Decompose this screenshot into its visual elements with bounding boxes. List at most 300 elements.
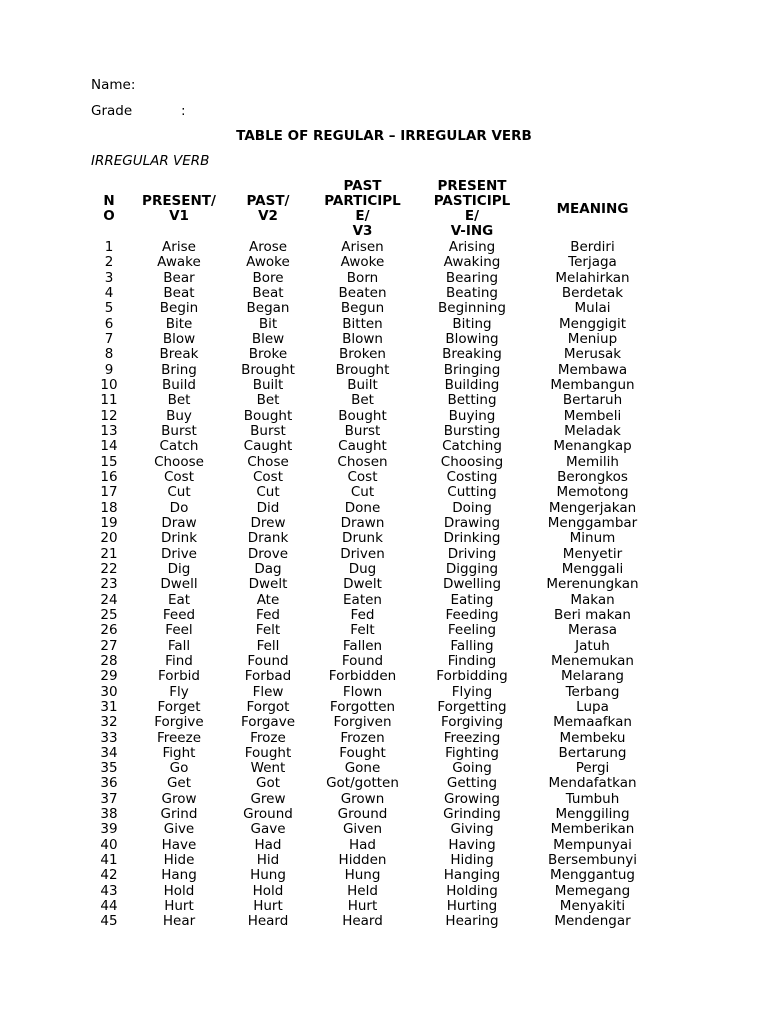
cell-meaning: Berdiri [570,239,615,255]
header-line: PASTICIPL [433,193,511,209]
cell-present-participle-ving: Dwelling [442,576,502,593]
cell-meaning: Membawa [557,361,628,378]
cell-present-v1: Choose [154,453,204,470]
cell-present-participle-ving: Growing [444,790,500,807]
cell-past-v2: Did [256,499,280,516]
cell-no: 37 [100,790,118,807]
table-row [91,822,661,837]
table-row [91,914,661,929]
cell-present-participle-ving: Doing [452,499,492,516]
cell-no: 43 [100,882,118,899]
table-row [91,547,661,562]
cell-past-v2: Cost [252,468,283,485]
cell-past-participle-v3: Forgotten [329,698,396,715]
header-line: V-ING [450,223,494,239]
table-row [91,347,661,362]
cell-no: 2 [104,254,114,271]
cell-past-v2: Froze [250,729,286,746]
cell-past-v2: Caught [243,438,293,455]
cell-no: 36 [100,775,118,792]
cell-past-v2: Built [252,376,284,393]
table-row [91,409,661,424]
cell-meaning: Menangkap [553,438,632,455]
cell-meaning: Melahirkan [555,269,630,286]
cell-past-participle-v3: Gone [344,760,381,777]
cell-past-v2: Broke [248,346,288,363]
cell-past-participle-v3: Hung [344,867,381,884]
cell-no: 34 [100,744,118,761]
cell-no: 45 [100,913,118,930]
cell-past-participle-v3: Drawn [340,514,385,531]
cell-present-v1: Hang [161,867,197,884]
cell-past-participle-v3: Found [341,652,384,669]
table-row [91,715,661,730]
cell-present-participle-ving: Awaking [443,254,501,271]
cell-meaning: Mendengar [554,913,631,930]
cell-meaning: Melarang [561,668,624,685]
cell-meaning: Berdetak [561,284,624,301]
cell-past-v2: Forbad [244,668,292,685]
table-row [91,853,661,868]
cell-past-participle-v3: Fed [350,606,375,623]
cell-past-v2: Flew [252,683,284,700]
cell-past-participle-v3: Drunk [342,530,383,547]
cell-past-participle-v3: Brought [335,361,390,378]
cell-present-participle-ving: Digging [445,560,499,577]
cell-present-v1: Hold [163,882,195,899]
cell-no: 40 [100,836,118,853]
cell-present-participle-ving: Eating [450,591,494,608]
cell-past-v2: Cut [256,484,280,501]
cell-present-v1: Fall [167,637,191,654]
cell-present-participle-ving: Hearing [445,913,499,930]
cell-present-participle-ving: Bearing [445,269,499,286]
cell-past-participle-v3: Bought [338,407,387,424]
cell-past-participle-v3: Given [342,821,383,838]
cell-past-v2: Arose [248,239,288,255]
cell-present-v1: Bear [163,269,195,286]
cell-no: 42 [100,867,118,884]
cell-present-participle-ving: Cutting [447,484,497,501]
cell-past-v2: Awoke [246,254,290,271]
cell-past-participle-v3: Cut [350,484,375,501]
cell-present-v1: Freeze [156,729,202,746]
cell-past-v2: Fell [256,637,280,654]
cell-past-participle-v3: Ground [337,806,388,823]
cell-past-participle-v3: Frozen [340,729,385,746]
cell-meaning: Merusak [563,346,622,363]
irregular-verb-table [91,178,661,930]
cell-meaning: Membangun [550,376,635,393]
cell-present-v1: Go [169,760,189,777]
cell-past-v2: Felt [255,622,281,639]
cell-present-participle-ving: Beating [445,284,498,301]
cell-present-v1: Catch [159,438,199,455]
table-row [91,654,661,669]
cell-meaning: Memaafkan [553,714,632,731]
header-line: V2 [258,208,278,224]
cell-present-v1: Hurt [164,898,194,915]
header-line: O [103,208,115,224]
table-row [91,593,661,608]
cell-present-v1: Have [161,836,197,853]
cell-present-participle-ving: Going [452,760,492,777]
cell-meaning: Terjaga [568,254,617,271]
cell-past-v2: Ate [256,591,280,608]
cell-past-participle-v3: Got/gotten [326,775,399,792]
cell-present-v1: Bite [165,315,193,332]
cell-past-v2: Dwelt [248,576,288,593]
cell-past-participle-v3: Done [344,499,381,516]
cell-meaning: Makan [570,591,615,608]
table-row [91,685,661,700]
table-row [91,731,661,746]
cell-present-v1: Feed [162,606,196,623]
table-row [91,271,661,286]
header-line: PRESENT/ [142,193,216,209]
header-line: MEANING [556,200,629,217]
cell-present-v1: Drive [161,545,197,562]
cell-past-v2: Hold [252,882,284,899]
cell-past-v2: Bought [243,407,293,424]
cell-present-participle-ving: Hiding [450,852,494,869]
table-row [91,884,661,899]
cell-past-participle-v3: Chosen [337,453,388,470]
cell-present-participle-ving: Biting [452,315,492,332]
cell-meaning: Memberikan [550,821,635,838]
cell-past-participle-v3: Forbidden [328,668,397,685]
cell-present-v1: Bet [167,392,191,409]
cell-no: 39 [100,821,118,838]
cell-meaning: Menggigit [558,315,626,332]
header-past-participle-v3 [305,178,420,240]
cell-present-participle-ving: Hanging [443,867,501,884]
cell-present-v1: Drink [160,530,198,547]
cell-meaning: Menggali [561,560,624,577]
cell-past-participle-v3: Felt [350,622,375,639]
cell-meaning: Bertarung [558,744,627,761]
cell-present-v1: Fly [169,683,189,700]
cell-meaning: Memotong [556,484,629,501]
cell-no: 16 [100,468,118,485]
cell-no: 10 [100,376,118,393]
table-row [91,501,661,516]
cell-past-v2: Brought [241,361,295,378]
cell-no: 20 [100,530,118,547]
document-title [0,127,768,145]
table-row [91,516,661,531]
cell-no: 31 [100,698,118,715]
cell-present-v1: Forbid [158,668,200,685]
cell-present-participle-ving: Costing [446,468,498,485]
cell-past-participle-v3: Held [347,882,378,899]
cell-past-participle-v3: Bet [351,392,374,409]
cell-no: 13 [100,422,118,439]
cell-present-v1: Burst [161,422,197,439]
cell-present-v1: Dig [167,560,191,577]
cell-no: 30 [100,683,118,700]
cell-past-participle-v3: Burst [344,422,381,439]
cell-present-participle-ving: Arising [448,239,496,255]
cell-no: 41 [100,852,118,869]
table-body [91,240,661,930]
cell-past-participle-v3: Hurt [347,898,378,915]
cell-no: 24 [100,591,118,608]
cell-no: 3 [104,269,114,286]
cell-present-participle-ving: Forgetting [437,698,507,715]
cell-present-participle-ving: Breaking [442,346,502,363]
cell-no: 25 [100,606,118,623]
cell-no: 32 [100,714,118,731]
cell-meaning: Jatuh [575,637,610,654]
cell-meaning: Mendafatkan [548,775,637,792]
cell-present-v1: Give [163,821,195,838]
table-row [91,455,661,470]
cell-meaning: Minum [569,530,616,547]
table-row [91,562,661,577]
cell-past-v2: Began [246,300,290,317]
cell-present-v1: Do [169,499,189,516]
header-line: V1 [169,208,189,224]
table-row [91,838,661,853]
cell-past-participle-v3: Born [346,269,379,286]
table-row [91,424,661,439]
cell-past-v2: Got [255,775,280,792]
table-row [91,792,661,807]
cell-past-participle-v3: Grown [340,790,385,807]
cell-present-v1: Cost [163,468,194,485]
table-row [91,240,661,255]
table-row [91,301,661,316]
cell-present-participle-ving: Buying [448,407,496,424]
cell-no: 35 [100,760,118,777]
header-no [91,178,127,240]
cell-present-participle-ving: Fighting [445,744,499,761]
cell-present-v1: Bring [161,361,197,378]
cell-past-v2: Gave [250,821,286,838]
cell-past-v2: Grew [250,790,286,807]
cell-no: 9 [104,361,114,378]
cell-past-participle-v3: Bitten [342,315,383,332]
header-line: PAST/ [246,193,290,209]
cell-present-v1: Fight [162,744,196,761]
cell-present-participle-ving: Flying [451,683,493,700]
cell-past-participle-v3: Beaten [338,284,387,301]
cell-no: 22 [100,560,118,577]
table-header-row [91,178,661,240]
cell-past-v2: Hung [250,867,286,884]
cell-no: 14 [100,438,118,455]
cell-past-v2: Hurt [253,898,283,915]
cell-no: 12 [100,407,118,424]
cell-no: 6 [104,315,114,332]
table-row [91,485,661,500]
cell-meaning: Terbang [565,683,620,700]
header-line: PRESENT [437,178,507,194]
table-row [91,363,661,378]
cell-present-participle-ving: Falling [450,637,494,654]
cell-present-participle-ving: Hurting [446,898,498,915]
cell-present-participle-ving: Forgiving [440,714,504,731]
table-row [91,807,661,822]
cell-no: 19 [100,514,118,531]
cell-present-v1: Hear [162,913,196,930]
cell-present-v1: Draw [161,514,197,531]
cell-no: 29 [100,668,118,685]
cell-past-v2: Blew [251,330,285,347]
cell-present-v1: Feel [165,622,193,639]
cell-past-participle-v3: Begun [340,300,385,317]
cell-meaning: Bersembunyi [547,852,638,869]
cell-present-v1: Eat [167,591,191,608]
document-title-text: TABLE OF REGULAR – IRREGULAR VERB [236,128,532,144]
cell-past-participle-v3: Fought [339,744,386,761]
cell-past-v2: Heard [247,913,289,930]
cell-past-v2: Bit [258,315,278,332]
cell-meaning: Bertaruh [562,392,623,409]
cell-no: 26 [100,622,118,639]
cell-meaning: Lupa [576,698,609,715]
header-line: PARTICIPL [324,193,401,209]
table-row [91,378,661,393]
cell-past-participle-v3: Eaten [343,591,382,608]
cell-past-participle-v3: Dug [348,560,377,577]
cell-past-participle-v3: Broken [339,346,386,363]
cell-past-participle-v3: Forgiven [333,714,392,731]
cell-meaning: Menggiling [555,806,630,823]
table-row [91,577,661,592]
cell-past-v2: Burst [250,422,286,439]
cell-meaning: Berongkos [557,468,628,485]
cell-no: 7 [104,330,114,347]
cell-past-participle-v3: Caught [338,438,387,455]
cell-present-v1: Build [162,376,196,393]
cell-present-v1: Forgive [154,714,204,731]
cell-past-v2: Had [254,836,282,853]
cell-no: 27 [100,637,118,654]
cell-past-v2: Fought [244,744,292,761]
name-label: Name: [91,77,136,93]
table-row [91,531,661,546]
header-line: E/ [355,208,370,224]
cell-present-participle-ving: Giving [450,821,494,838]
table-row [91,393,661,408]
cell-past-participle-v3: Had [349,836,376,853]
cell-present-participle-ving: Beginning [438,300,506,317]
table-row [91,623,661,638]
cell-present-v1: Grind [160,806,198,823]
cell-present-participle-ving: Drinking [443,530,501,547]
cell-meaning: Meniup [567,330,618,347]
cell-no: 33 [100,729,118,746]
header-line: V3 [352,223,373,239]
cell-meaning: Membeku [559,729,626,746]
cell-no: 38 [100,806,118,823]
table-row [91,776,661,791]
table-row [91,639,661,654]
cell-no: 1 [104,239,114,255]
cell-meaning: Menyetir [562,545,623,562]
cell-present-participle-ving: Holding [446,882,498,899]
table-row [91,332,661,347]
cell-present-participle-ving: Getting [446,775,498,792]
cell-past-v2: Forgave [241,714,295,731]
header-present-participle-ving [420,178,524,240]
cell-present-v1: Beat [163,284,195,301]
grade-colon: : [181,103,186,119]
cell-past-participle-v3: Driven [340,545,385,562]
cell-meaning: Memilih [566,453,619,470]
cell-present-v1: Grow [161,790,197,807]
cell-past-participle-v3: Built [347,376,378,393]
cell-present-v1: Buy [166,407,192,424]
cell-meaning: Mulai [574,300,611,317]
cell-past-participle-v3: Dwelt [343,576,382,593]
cell-past-v2: Chose [247,453,289,470]
cell-meaning: Menggambar [547,514,638,531]
cell-past-v2: Went [250,760,286,777]
cell-past-v2: Drank [247,530,289,547]
cell-meaning: Tumbuh [565,790,620,807]
cell-present-v1: Break [159,346,199,363]
header-line: N [103,193,115,209]
cell-no: 23 [100,576,118,593]
table-row [91,868,661,883]
cell-past-v2: Forgot [246,698,290,715]
cell-past-v2: Fed [256,606,280,623]
cell-present-participle-ving: Choosing [440,453,504,470]
cell-past-v2: Drew [250,514,286,531]
header-meaning [524,178,661,240]
cell-past-participle-v3: Heard [342,913,383,930]
table-row [91,317,661,332]
cell-present-participle-ving: Catching [442,438,502,455]
cell-meaning: Menemukan [551,652,634,669]
grade-line [91,102,186,120]
cell-present-v1: Forget [157,698,201,715]
cell-no: 44 [100,898,118,915]
table-row [91,439,661,454]
cell-present-participle-ving: Having [448,836,496,853]
cell-past-participle-v3: Blown [342,330,383,347]
cell-present-v1: Get [166,775,192,792]
cell-no: 17 [100,484,118,501]
cell-present-participle-ving: Freezing [443,729,501,746]
cell-present-participle-ving: Building [444,376,500,393]
cell-present-participle-ving: Blowing [445,330,499,347]
cell-no: 4 [104,284,114,301]
cell-no: 8 [104,346,114,363]
cell-present-participle-ving: Feeding [445,606,499,623]
cell-past-participle-v3: Hidden [338,852,387,869]
cell-meaning: Merasa [567,622,618,639]
cell-meaning: Beri makan [554,606,631,623]
cell-past-v2: Bet [256,392,280,409]
cell-present-participle-ving: Grinding [443,806,501,823]
table-row [91,746,661,761]
cell-meaning: Memegang [554,882,631,899]
cell-past-v2: Dag [254,560,282,577]
cell-present-v1: Arise [162,239,196,255]
cell-present-v1: Hide [163,852,195,869]
cell-meaning: Membeli [563,407,622,424]
cell-present-v1: Cut [167,484,191,501]
cell-past-participle-v3: Arisen [341,239,384,255]
cell-meaning: Meladak [564,422,621,439]
grade-label: Grade [91,103,133,119]
table-row [91,899,661,914]
cell-past-v2: Beat [252,284,284,301]
